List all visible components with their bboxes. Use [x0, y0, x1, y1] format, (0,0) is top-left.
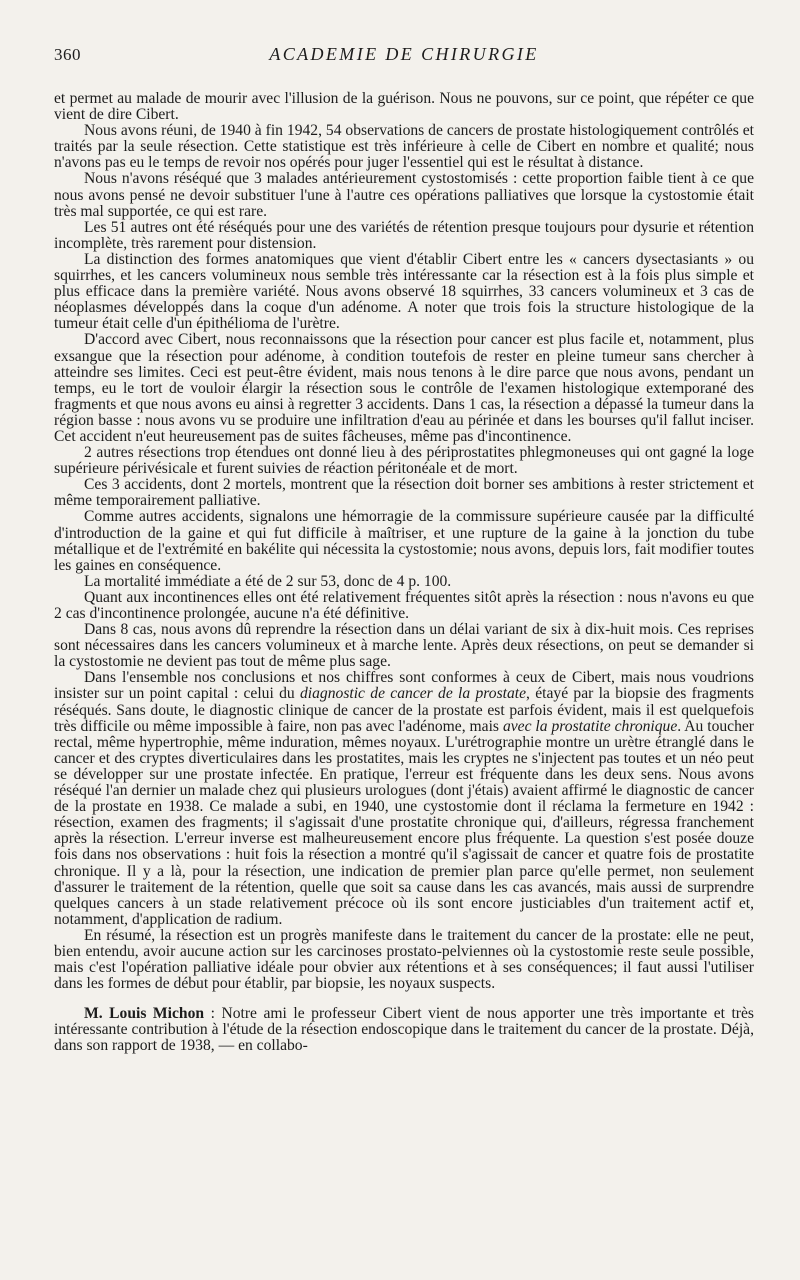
paragraph: Quant aux incontinences elles ont été relativement fréquentes sitôt après la résection : nous n'avons eu que 2 cas d'incontinence prolongée, aucune n'a été définitive.	[54, 588, 754, 622]
page-number: 360	[54, 45, 81, 64]
paragraph: D'accord avec Cibert, nous reconnaissons que la résection pour cancer est plus facile et, notamment, plus exsangue que la résection pour adénome, à condition toutefois de rester en pleine tumeur sans chercher à atteindre ses limites. Ceci est peut-être évident, mais nous tenons à le dire parce que nous avons, pendant un temps, eu le tort de vouloir élargir la résection sous le contrôle de l'examen histologique extemporané des fragments et que nous avons eu ainsi à regretter 3 accidents. Dans 1 cas, la résection a dépassé la tumeur dans la région basse : nous avons vu se produire une infiltration d'eau au périnée et dans les bourses qu'il fallut inciser. Cet accident n'eut heureusement pas de suites fâcheuses, même pas d'incontinence.	[54, 331, 754, 445]
paragraph: Dans 8 cas, nous avons dû reprendre la résection dans un délai variant de six à dix-huit mois. Ces reprises sont nécessaires dans les cancers volumineux et à marche lente. Après deux résections, on peut se demander si la cystostomie ne devient pas tout de même plus sage.	[54, 621, 754, 671]
page-header	[54, 38, 754, 68]
paragraph: 2 autres résections trop étendues ont donné lieu à des périprostatites phlegmoneuses qui ont gagné la loge supérieure périvésicale et furent suivies de réaction péritonéale et de mort.	[54, 444, 754, 478]
paragraph: En résumé, la résection est un progrès manifeste dans le traitement du cancer de la prostate: elle ne peut, bien entendu, avoir aucune action sur les carcinoses prostato-pelviennes où la cystostomie reste seule possible, mais c'est l'opération palliative idéale pour obvier aux rétentions et à ses conséquences; il faut aussi l'utiliser dans les formes de début pour établir, par biopsie, les noyaux suspects.	[54, 926, 754, 993]
paragraph: Nous n'avons réséqué que 3 malades antérieurement cystostomisés : cette proportion faible tient à ce que nous avons pensé ne devoir substituer l'une à l'autre ces opérations palliatives que lorsque la cystostomie était très mal supportée, ce qui est rare.	[54, 170, 754, 220]
paragraph: Comme autres accidents, signalons une hémorragie de la commissure supérieure causée par la difficulté d'introduction de la gaine et qui fut difficile à maîtriser, et une rupture de la gaine à la jonction du tube métallique et de l'extrémité en bakélite qui nécessita la cystostomie; nous avons, depuis lors, fait modifier toutes les gaines en conséquence.	[54, 508, 755, 574]
paragraph: Ces 3 accidents, dont 2 mortels, montrent que la résection doit borner ses ambitions à rester strictement et même temporairement palliative.	[54, 476, 754, 510]
document-page	[54, 38, 754, 1055]
text-run: . Au toucher rectal, même hypertrophie, même induration, mêmes noyaux. L'urétrographie montre un urètre étranglé dans le cancer et des cryptes diverticulaires dans les prostatites, mais les cryptes ne s'injectent pas toutes et un néo peut se développer sur une prostate infectée. En pratique, l'erreur est fréquente dans les deux sens. Nous avons réséqué l'an dernier un malade chez qui plusieurs urologues (dont j'étais) avaient affirmé le diagnostic de cancer de la prostate en 1938. Ce malade a subi, en 1940, une cystostomie dont il réclama la fermeture en 1942 : résection, examen des fragments; il s'agissait d'une prostatite chronique qui, d'ailleurs, régressa franchement après la résection. L'erreur inverse est malheureusement encore plus fréquente. La question s'est posée douze fois dans nos observations : huit fois la résection a montré qu'il s'agissait de cancer et quatre fois de prostatite chronique. Il y a là, pour la résection, une indication de premier plan parce qu'elle permet, non seulement d'assurer le traitement de la rétention, quelle que soit sa cause dans les cas avancés, mais aussi de surprendre quelques cancers à un stade relativement précoce où ils sont encore justiciables d'un traitement actif et, notamment, d'application de radium.	[54, 717, 754, 928]
paragraph: La distinction des formes anatomiques que vient d'établir Cibert entre les « cancers dysectasiants » ou squirrhes, et les cancers volumineux nous semble très intéressante car la résection est à la fois plus simple et plus efficace dans la première variété. Nous avons observé 18 squirrhes, 33 cancers volumineux et 3 cas de néoplasmes développés dans la coque d'un adénome. A noter que trois fois la structure histologique de la tumeur était celle d'un épithélioma de l'urètre.	[54, 250, 754, 333]
paragraph: Nous avons réuni, de 1940 à fin 1942, 54 observations de cancers de prostate histologiquement contrôlés et traités par la seule résection. Cette statistique est très inférieure à celle de Cibert en nombre et qualité; nous n'avons pas eu le temps de revoir nos opérés pour juger l'essentiel qui est le résultat à distance.	[54, 122, 754, 172]
italic-phrase: diagnostic de cancer de la prostate	[300, 685, 527, 703]
paragraph: La mortalité immédiate a été de 2 sur 53, donc de 4 p. 100.	[84, 572, 452, 590]
text-run: , étayé par la biopsie des fragments réséqués. Sans doute, le diagnostic clinique de cancer de la prostate est parfois évident, mais il est quelquefois très difficile ou même impossible à faire, non pas avec l'adénome, mais	[54, 685, 755, 735]
text-run: Dans l'ensemble nos conclusions et nos chiffres sont conformes à ceux de Cibert, mais nous voudrions insister sur un point capital : celui du	[54, 669, 754, 703]
running-title: ACADEMIE DE CHIRURGIE	[269, 44, 539, 64]
paragraph-continuation: et permet au malade de mourir avec l'illusion de la guérison. Nous ne pouvons, sur ce point, que répéter ce que vient de dire Cibert.	[54, 90, 754, 124]
article-body	[54, 91, 754, 1055]
speaker-name: M. Louis Michon	[84, 1005, 205, 1023]
paragraph	[54, 670, 754, 928]
speaker-paragraph	[54, 1006, 754, 1054]
italic-phrase: avec la prostatite chronique	[502, 717, 678, 735]
paragraph: Les 51 autres ont été réséqués pour une des variétés de rétention presque toujours pour dysurie et rétention incomplète, très rarement pour distension.	[54, 218, 754, 252]
speaker-text: : Notre ami le professeur Cibert vient de nous apporter une très importante et très intéressante contribution à l'étude de la résection endoscopique dans le traitement du cancer de la prostate. Déjà, dans son rapport de 1938, — en collabo-	[54, 1005, 754, 1055]
